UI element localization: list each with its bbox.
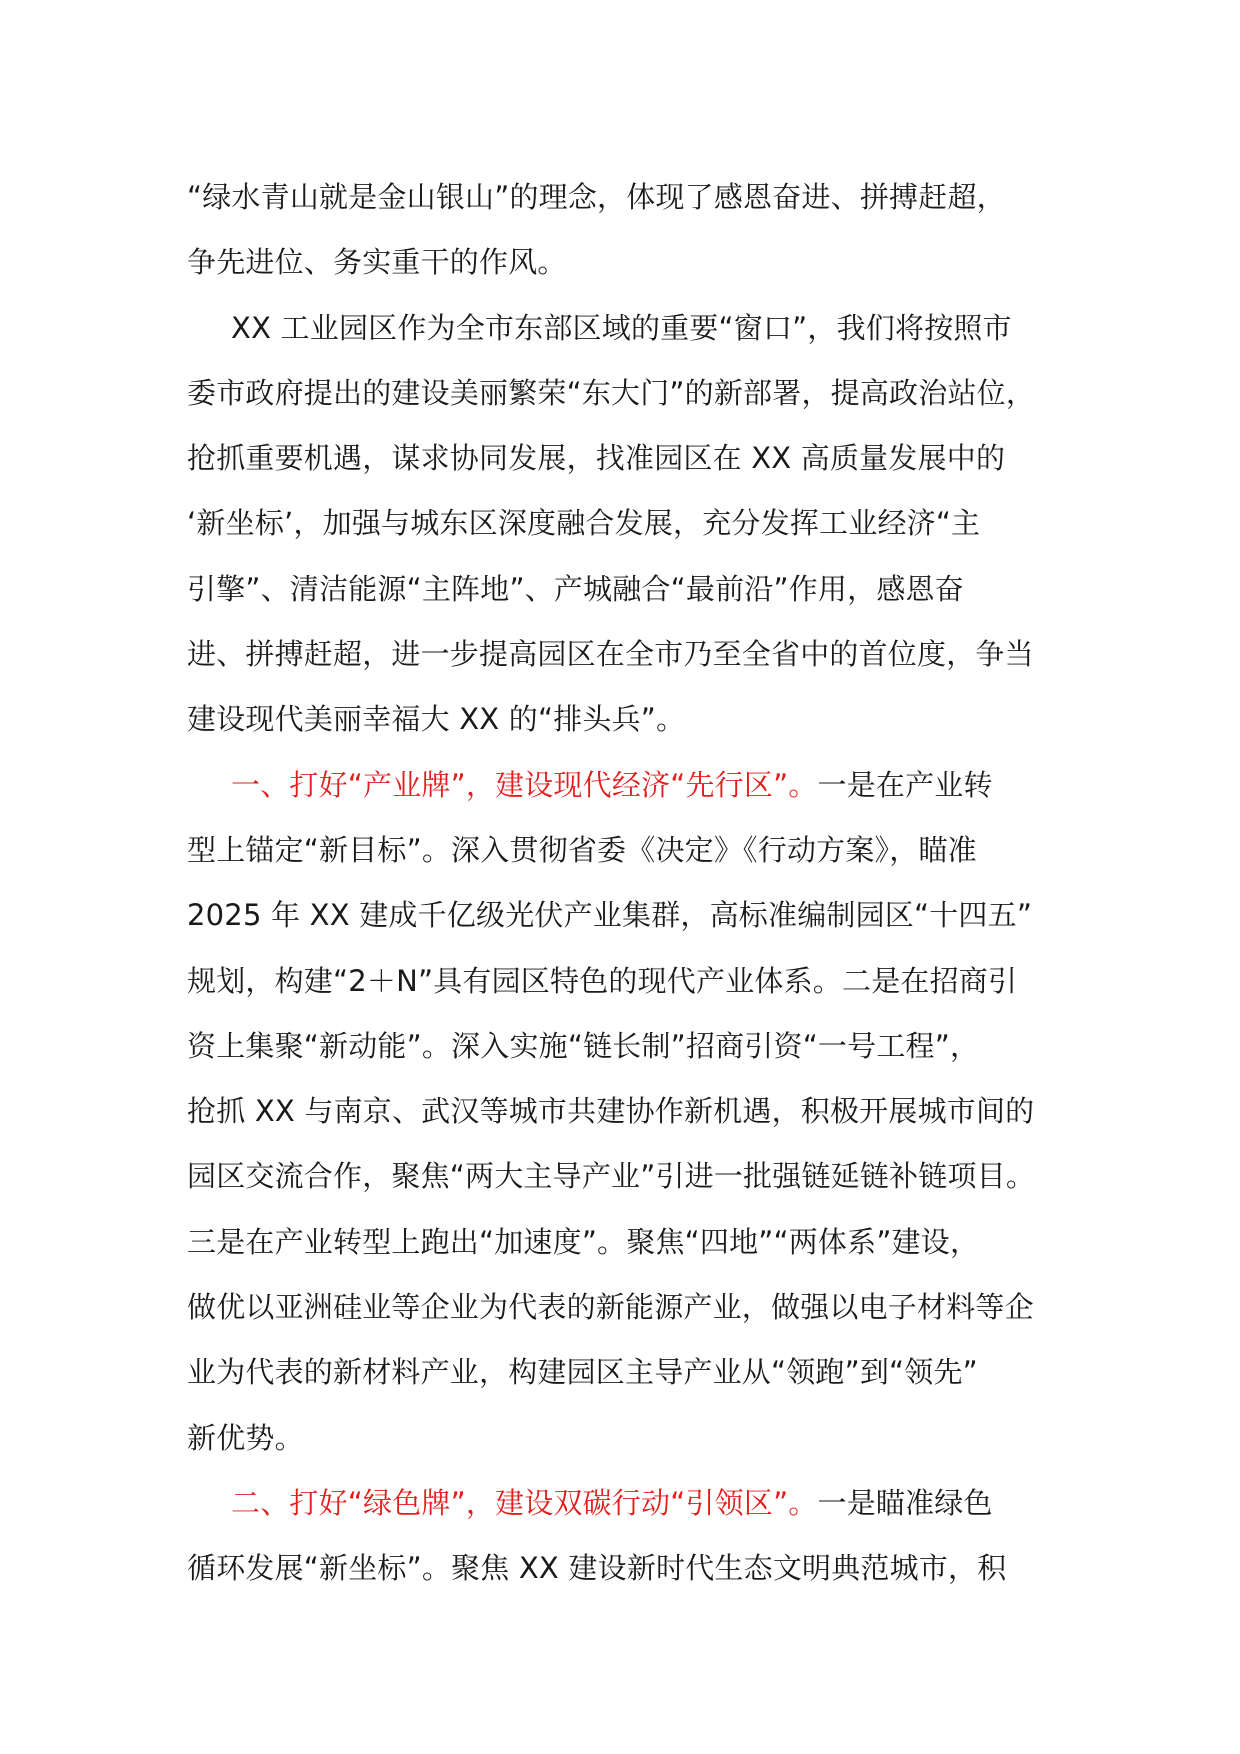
text-line: 规划，构建“2＋N”具有园区特色的现代产业体系。二是在招商引	[187, 963, 1018, 998]
text-line: 建设现代美丽幸福大 XX 的“排头兵”。	[187, 702, 686, 737]
section-heading: 二、打好“绿色牌”，建设双碳行动“引领区”。	[231, 1485, 818, 1520]
text-line: “绿水青山就是金山银山”的理念，体现了感恩奋进、拼搏赶超，	[187, 180, 1006, 214]
text-line: 争先进位、务实重干的作风。	[187, 245, 567, 280]
text-line: 引擎”、清洁能源“主阵地”、产城融合“最前沿”作用，感恩奋	[187, 571, 964, 606]
text-line: 抢抓重要机遇，谋求协同发展，找准园区在 XX 高质量发展中的	[187, 441, 1006, 476]
document-body	[187, 165, 1057, 1602]
text-line: 新优势。	[187, 1420, 304, 1455]
text-line: 做优以亚洲硅业等企业为代表的新能源产业，做强以电子材料等企	[187, 1290, 1034, 1325]
text-line: 抢抓 XX 与南京、武汉等城市共建协作新机遇，积极开展城市间的	[187, 1094, 1035, 1129]
text-line: 三是在产业转型上跑出“加速度”。聚焦“四地”“两体系”建设，	[187, 1224, 980, 1259]
paragraph-start: XX 工业园区作为全市东部区域的重要“窗口”，我们将按照市	[231, 310, 1012, 345]
section-heading-line: 一、打好“产业牌”，建设现代经济“先行区”。一是在产业转	[231, 767, 993, 802]
text-line: 委市政府提出的建设美丽繁荣“东大门”的新部署，提高政治站位，	[187, 375, 1036, 410]
section-heading: 一、打好“产业牌”，建设现代经济“先行区”。	[231, 767, 818, 802]
text-line: 型上锚定“新目标”。深入贯彻省委《决定》《行动方案》，瞄准	[187, 832, 977, 867]
text-line: 业为代表的新材料产业，构建园区主导产业从“领跑”到“领先”	[187, 1355, 978, 1390]
text-line: 循环发展“新坐标”。聚焦 XX 建设新时代生态文明典范城市，积	[187, 1551, 1007, 1586]
text-line: 2025 年 XX 建成千亿级光伏产业集群，高标准编制园区“十四五”	[187, 898, 1033, 933]
text-line: 进、拼搏赶超，进一步提高园区在全市乃至全省中的首位度，争当	[187, 637, 1034, 672]
text-line: 资上集聚“新动能”。深入实施“链长制”招商引资“一号工程”，	[187, 1028, 980, 1063]
section-heading-line: 二、打好“绿色牌”，建设双碳行动“引领区”。一是瞄准绿色	[231, 1485, 993, 1520]
text-line: ‘新坐标’，加强与城东区深度融合发展，充分发挥工业经济“主	[187, 506, 981, 541]
text-line: 园区交流合作，聚焦“两大主导产业”引进一批强链延链补链项目。	[187, 1159, 1036, 1194]
